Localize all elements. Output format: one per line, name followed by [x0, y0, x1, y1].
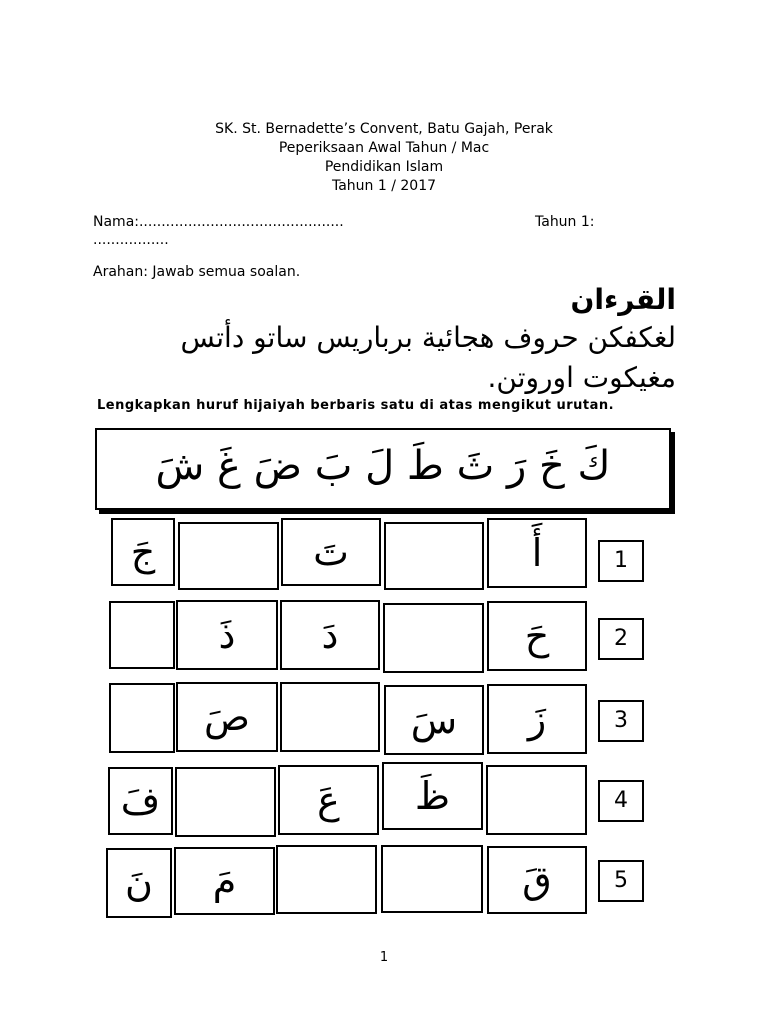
row4-cell3	[278, 765, 379, 835]
row1-cell1	[487, 518, 587, 588]
cell-letter: ظَ	[414, 774, 451, 818]
row2-cell2[interactable]	[383, 603, 484, 673]
cell-letter: حَ	[524, 614, 550, 658]
exam-title: Peperiksaan Awal Tahun / Mac	[278, 140, 490, 156]
row4-number: 4	[598, 780, 644, 822]
row1-cell2[interactable]	[384, 522, 484, 590]
cell-letter: سَ	[410, 698, 458, 742]
row4-cell4[interactable]	[175, 767, 276, 837]
class-field-label: Tahun 1:	[535, 214, 595, 230]
row4-cell5	[108, 767, 173, 835]
row3-cell1	[487, 684, 587, 754]
row3-cell5[interactable]	[109, 683, 175, 753]
cell-letter: فَ	[120, 779, 161, 823]
row2-cell3	[280, 600, 380, 670]
row5-cell5	[106, 848, 172, 918]
row5-number: 5	[598, 860, 644, 902]
row1-cell3	[281, 518, 381, 586]
cell-letter: أَ	[531, 531, 543, 575]
name-field-label: Nama:..............................................	[93, 214, 344, 230]
arabic-instruction-line2: مغيكوت اوروتن.	[487, 361, 676, 394]
instruction-text: Arahan: Jawab semua soalan.	[93, 264, 301, 280]
class-field-dots: .................	[93, 232, 169, 248]
row3-cell3[interactable]	[280, 682, 380, 752]
row2-cell1	[487, 601, 587, 671]
year-title: Tahun 1 / 2017	[331, 178, 437, 194]
row4-cell1[interactable]	[486, 765, 587, 835]
page-number: 1	[379, 950, 389, 965]
row4-cell2	[382, 762, 483, 830]
school-name: SK. St. Bernadette’s Convent, Batu Gajah, Perak	[215, 121, 553, 137]
row5-cell2[interactable]	[381, 845, 483, 913]
cell-letter: ذَ	[218, 613, 236, 657]
malay-instruction: Lengkapkan huruf hijaiyah berbaris satu di atas mengikut urutan.	[97, 398, 615, 413]
row1-number: 1	[598, 540, 644, 582]
row5-cell1	[487, 846, 587, 914]
row3-cell2	[384, 685, 484, 755]
cell-letter: جَ	[130, 530, 156, 574]
cell-letter: صَ	[204, 695, 250, 739]
cell-letter: تَ	[313, 530, 349, 574]
row1-cell5	[111, 518, 175, 586]
subject-title: Pendidikan Islam	[324, 159, 444, 175]
letter-bank-text: كَ خَ رَ ثَ طَ لَ بَ ضَ غَ شَ	[155, 443, 611, 489]
cell-letter: مَ	[212, 859, 237, 903]
cell-letter: عَ	[317, 778, 340, 822]
cell-letter: زَ	[527, 697, 547, 741]
row2-cell5[interactable]	[109, 601, 175, 669]
arabic-instruction-line1: لغكفكن حروف هجائية برباريس ساتو دأتس	[180, 321, 676, 354]
row2-cell4	[176, 600, 278, 670]
row5-cell4	[174, 847, 275, 915]
row5-cell3[interactable]	[276, 845, 377, 914]
row3-cell4	[176, 682, 278, 752]
cell-letter: دَ	[321, 613, 339, 657]
letter-bank-box	[95, 428, 671, 510]
cell-letter: قَ	[522, 858, 552, 902]
row3-number: 3	[598, 700, 644, 742]
section-title: القرءان	[570, 283, 676, 316]
row1-cell4[interactable]	[178, 522, 279, 590]
row2-number: 2	[598, 618, 644, 660]
cell-letter: نَ	[125, 861, 153, 905]
